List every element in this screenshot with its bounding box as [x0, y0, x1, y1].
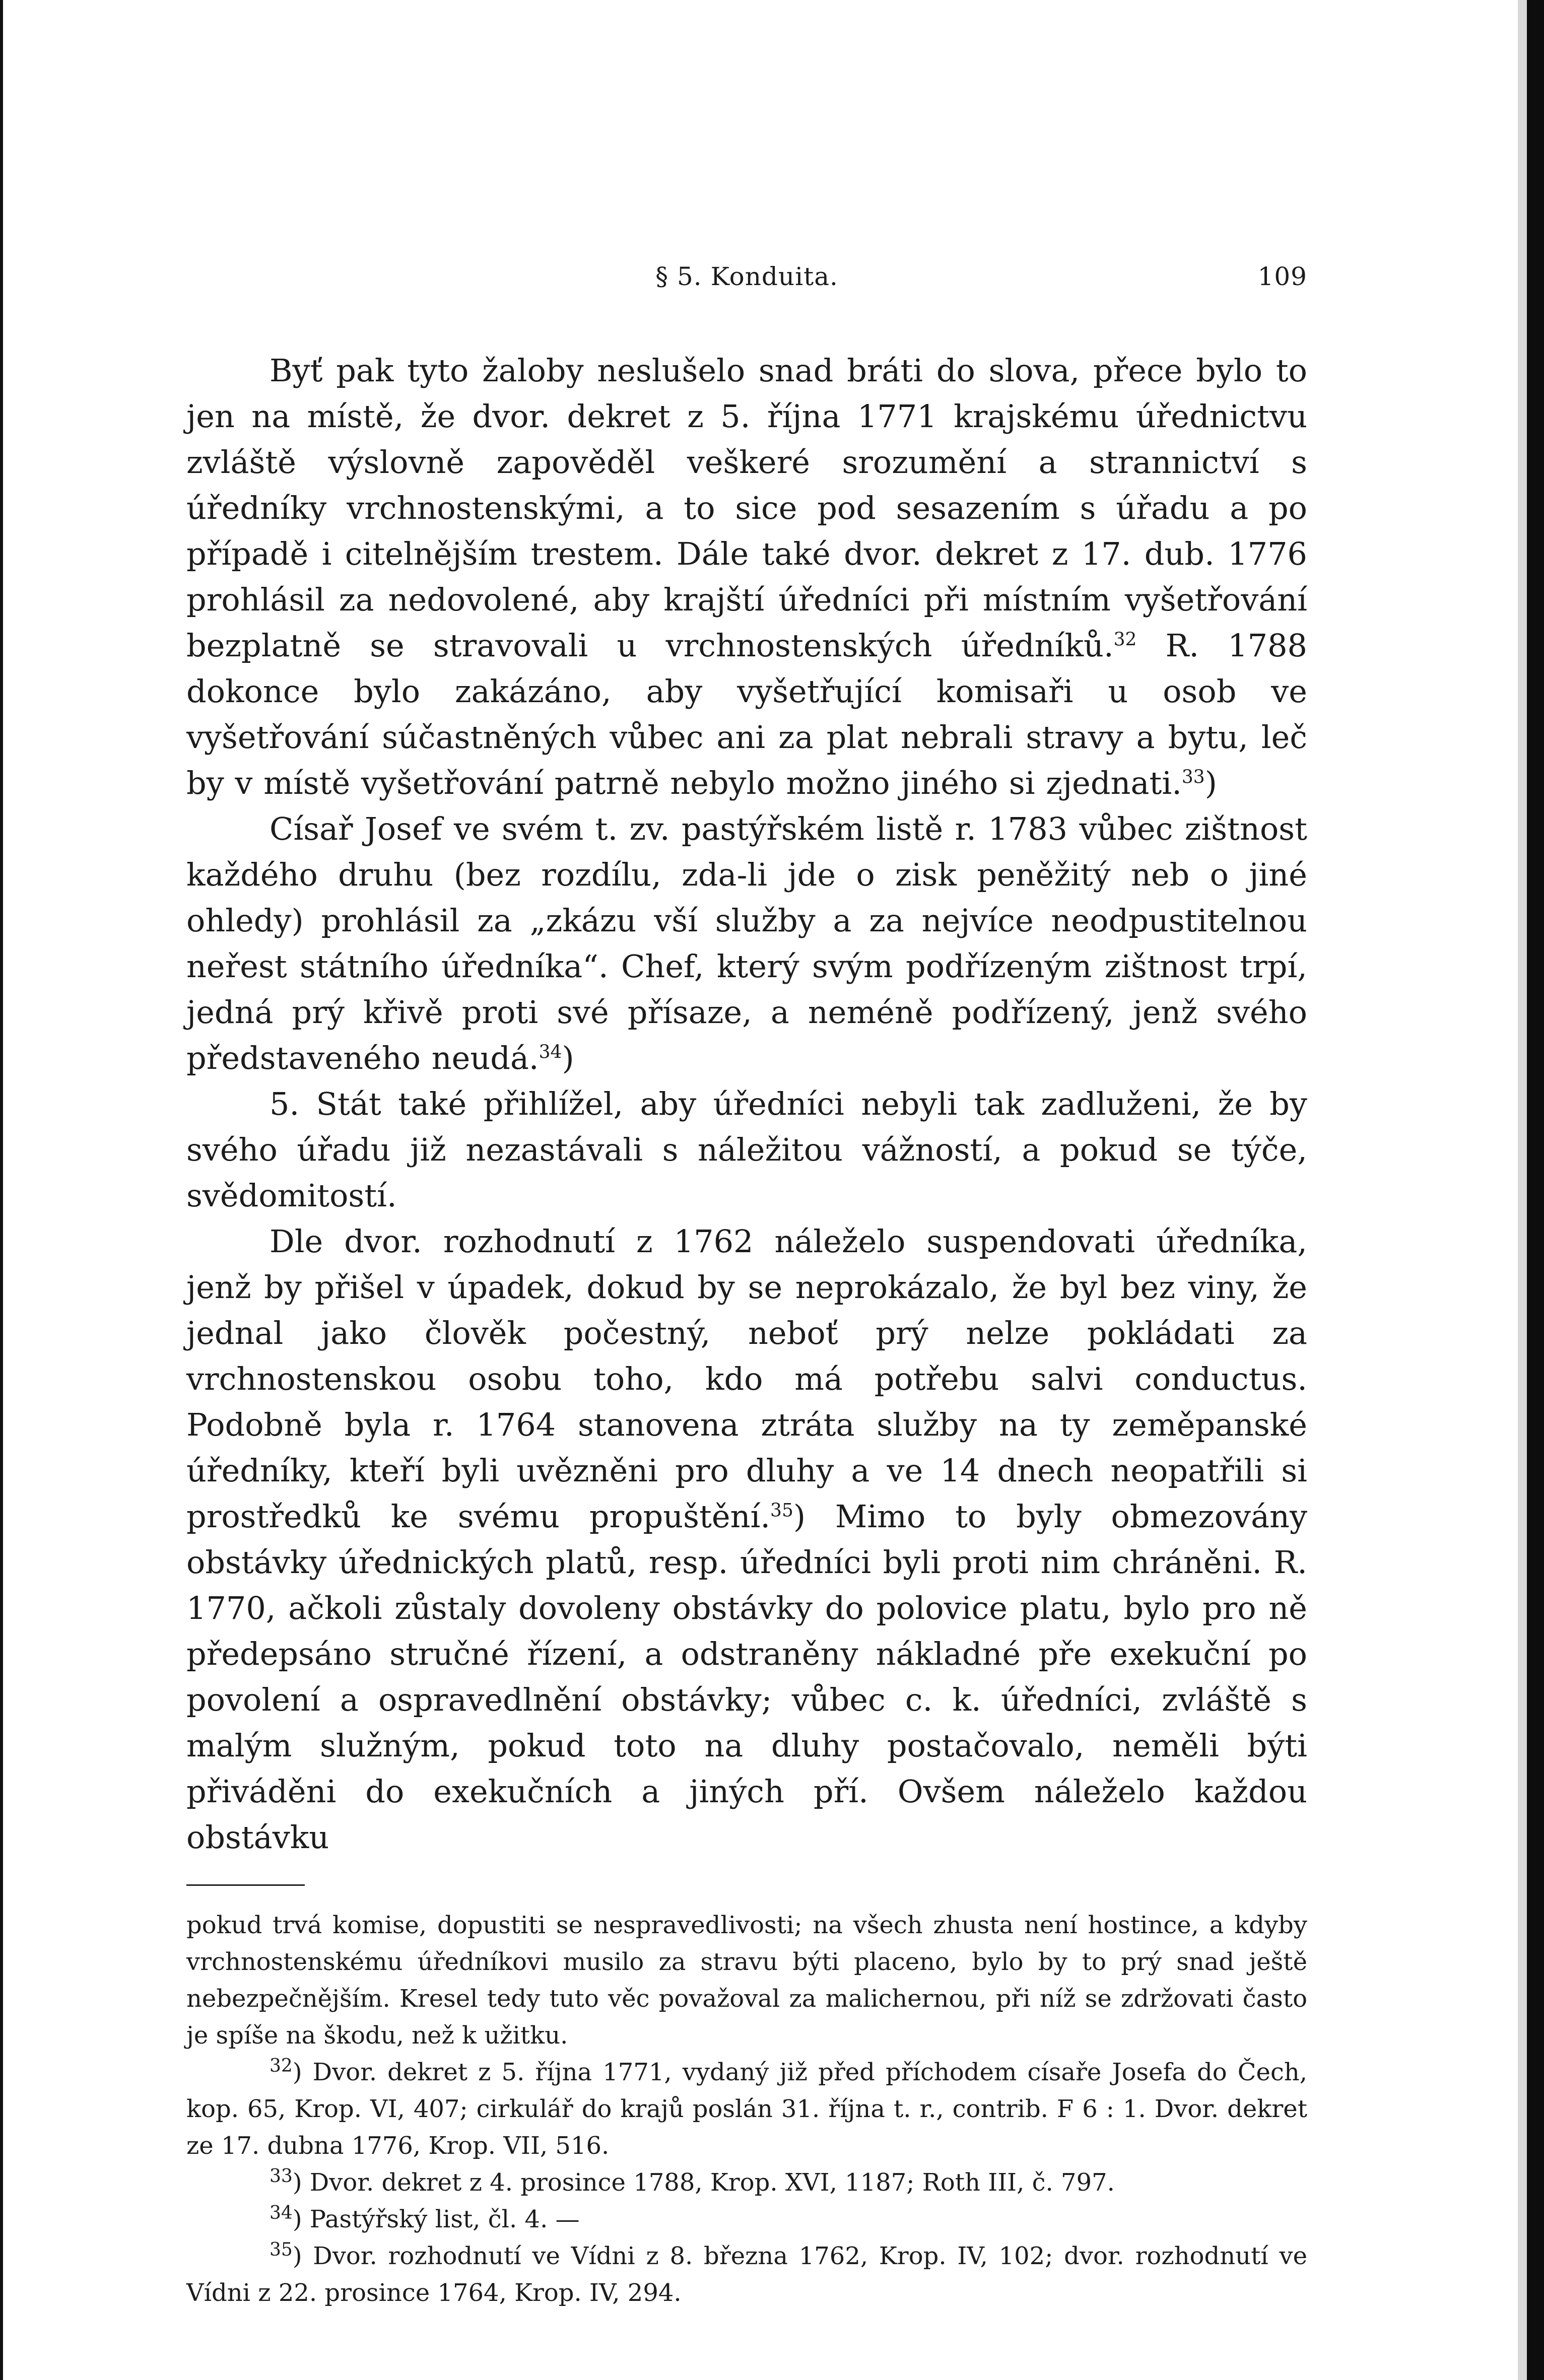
page-number: 109 [1257, 262, 1307, 291]
scan-right-shadow [1518, 0, 1527, 2380]
footnote-ref[interactable]: 35 [770, 1500, 793, 1521]
scan-right-edge [1527, 0, 1544, 2380]
footnote: $^{32}$) Dvor. dekret z 5. října 1771, vydaný již před příchodem císaře Josefa do Čech, kop. 65, Krop. VI, 407; cirkulář do krajů poslán 31. října t. r., contrib. F 6 : 1. Dvor. dekret ze 17. dubna 1776, Krop. VII, 516. [186, 2056, 1307, 2160]
footnote-number: 32 [270, 2056, 293, 2076]
scan-left-edge [0, 0, 3, 2380]
footnote-ref[interactable]: 33 [1181, 767, 1205, 788]
footnote: $^{35}$) Dvor. rozhodnutí ve Vídni z 8. března 1762, Krop. IV, 102; dvor. rozhodnutí ve Vídni z 22. prosince 1764, Krop. IV, 294. [186, 2239, 1307, 2307]
main-text [186, 348, 1307, 1860]
footnote-continuation: pokud trvá komise, dopustiti se nespravedlivosti; na všech zhusta není hostince, a kdyby vrchnostenskému úředníkovi musilo za stravu býti placeno, bylo by to prý snad ještě nebezpečnějším. Kresel tedy tuto věc považoval za malichernou, při níž se zdržovati často je spíše na škodu, než k užitku. [186, 1911, 1307, 2050]
paragraph: Byť pak tyto žaloby neslušelo snad bráti do slova, přece bylo to jen na místě, že dvor. dekret z 5. října 1771 krajskému úřednictvu zvláště výslovně zapověděl veškeré srozumění a strannictví s úředníky vrchnostenskými, a to sice pod sesazením s úřadu a po případě i citelnějším trestem. Dále také dvor. dekret z 17. dub. 1776 prohlásil za nedovolené, aby krajští úředníci při místním vyšetřování bezplatně se stravovali u vrchnostenských úředníků.$^{32}$ R. 1788 dokonce bylo zakázáno, aby vyšetřující komisaři u osob ve vyšetřování súčastněných vůbec ani za plat nebrali stravy a bytu, leč by v místě vyšetřování patrně nebylo možno jiného si zjednati.$^{33}$) [186, 352, 1308, 801]
footnote-ref[interactable]: 32 [1113, 629, 1137, 650]
footnote-number: 33 [270, 2166, 293, 2187]
paragraph: 5. Stát také přihlížel, aby úředníci nebyli tak zadluženi, že by svého úřadu již nezastávali s náležitou vážností, a pokud se týče, svědomitostí. [186, 1085, 1307, 1214]
footnote-number: 34 [270, 2203, 293, 2223]
footnote: $^{34}$) Pastýřský list, čl. 4. — [270, 2203, 580, 2233]
running-header [186, 262, 1307, 297]
paragraph: Dle dvor. rozhodnutí z 1762 náleželo suspendovati úředníka, jenž by přišel v úpadek, dokud by se neprokázalo, že byl bez viny, že jednal jako člověk počestný, neboť prý nelze pokládati za vrchnostenskou osobu toho, kdo má potřebu salvi conductus. Podobně byla r. 1764 stanovena ztráta služby na ty zeměpanské úředníky, kteří byli uvězněni pro dluhy a ve 14 dnech neopatřili si prostředků ke svému propuštění.$^{35}$) Mimo to byly obmezovány obstávky úřednických platů, resp. úředníci byli proti nim chráněni. R. 1770, ačkoli zůstaly dovoleny obstávky do polovice platu, bylo pro ně předepsáno stručné řízení, a odstraněny nákladné pře exekuční po povolení a ospravedlnění obstávky; vůbec c. k. úředníci, zvláště s malým služným, pokud toto na dluhy postačovalo, neměli býti přiváděni do exekučních a jiných pří. Ovšem náleželo každou obstávku [186, 1223, 1307, 1856]
book-page [186, 262, 1307, 2311]
footnote-ref[interactable]: 34 [539, 1042, 562, 1063]
section-title: § 5. Konduita. [655, 262, 838, 291]
paragraph: Císař Josef ve svém t. zv. pastýřském listě r. 1783 vůbec zištnost každého druhu (bez rozdílu, zda-li jde o zisk peněžitý neb o jiné ohledy) prohlásil za „zkázu vší služby a za nejvíce neodpustitelnou neřest státního úředníka“. Chef, který svým podřízeným zištnost trpí, jedná prý křivě proti své přísaze, a neméně podřízený, jenž svého představeného neudá.$^{34}$) [186, 810, 1307, 1076]
footnotes [186, 1907, 1307, 2311]
footnote: $^{33}$) Dvor. dekret z 4. prosince 1788, Krop. XVI, 1187; Roth III, č. 797. [270, 2166, 1115, 2197]
footnote-number: 35 [270, 2239, 293, 2260]
footnote-rule [186, 1884, 305, 1886]
